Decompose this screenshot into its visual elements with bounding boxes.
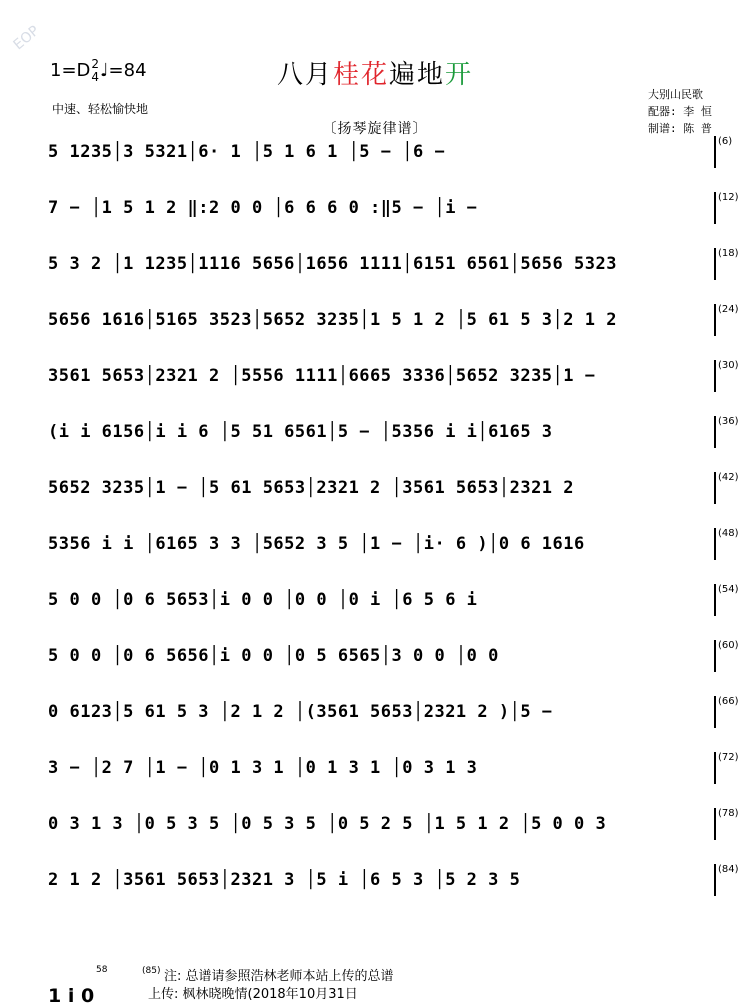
small-marker: 58: [96, 965, 108, 975]
score-line-5: 3561 5653│2321 2 │5556 1111│6665 3336│5652 3235│1 −: [48, 366, 596, 386]
system-end-barline: [714, 864, 716, 896]
footer-note-line2: 上传: 枫林晓晚情(2018年10月31日: [148, 987, 358, 1002]
measure-number: (84): [718, 864, 739, 875]
measure-number: (36): [718, 416, 739, 427]
title-part-1: 八月: [276, 60, 333, 90]
svg-text:EOP: EOP: [10, 22, 43, 54]
system-end-barline: [714, 304, 716, 336]
score-line-12: 3 − │2 7 │1 − │0 1 3 1 │0 1 3 1 │0 3 1 3: [48, 758, 478, 778]
measure-number: (30): [718, 360, 739, 371]
footer-note-line1: 注: 总谱请参照浩林老师本站上传的总谱: [164, 969, 394, 984]
system-end-barline: [714, 584, 716, 616]
footer-note: [148, 968, 394, 1004]
measure-number: (78): [718, 808, 739, 819]
credit-transcriber: 制谱: 陈 普: [648, 122, 712, 135]
time-numerator: 2: [91, 57, 100, 71]
score-line-8: 5356 i i │6165 3 3 │5652 3 5 │1 − │i· 6 )│0 6 1616: [48, 534, 585, 554]
title-part-4: 开: [445, 60, 474, 90]
score-line-2: 7 − │1 5 1 2 ‖:2 0 0 │6 6 6 0 :‖5 − │i −: [48, 198, 478, 218]
time-denominator: 4: [91, 70, 100, 84]
system-end-barline: [714, 416, 716, 448]
measure-number: (12): [718, 192, 739, 203]
title-part-3: 遍地: [389, 60, 446, 90]
score-line-14: 2 1 2 │3561 5653│2321 3 │5 i │6 5 3 │5 2 3 5: [48, 870, 521, 890]
score-line-13: 0 3 1 3 │0 5 3 5 │0 5 3 5 │0 5 2 5 │1 5 1 2 │5 0 0 3: [48, 814, 607, 834]
watermark-logo: [0, 0, 60, 60]
credit-origin: 大别山民歌: [648, 88, 703, 101]
score-line-4: 5656 1616│5165 3523│5652 3235│1 5 1 2 │5 61 5 3│2 1 2: [48, 310, 617, 330]
score-line-9: 5 0 0 │0 6 5653│i 0 0 │0 0 │0 i │6 5 6 i: [48, 590, 478, 610]
page-title: [0, 54, 750, 91]
score-line-6: (i i 6156│i i 6 │5 51 6561│5 − │5356 i i│6165 3: [48, 422, 553, 442]
measure-number: (60): [718, 640, 739, 651]
system-end-barline: [714, 640, 716, 672]
key-label: 1=D: [50, 60, 91, 81]
measure-number: (48): [718, 528, 739, 539]
score-line-10: 5 0 0 │0 6 5656│i 0 0 │0 5 6565│3 0 0 │0 0: [48, 646, 499, 666]
measure-number: (54): [718, 584, 739, 595]
system-end-barline: [714, 472, 716, 504]
system-end-barline: [714, 136, 716, 168]
score-line-7: 5652 3235│1 − │5 61 5653│2321 2 │3561 5653│2321 2: [48, 478, 575, 498]
system-end-barline: [714, 696, 716, 728]
measure-number: (42): [718, 472, 739, 483]
credit-arranger: 配器: 李 恒: [648, 105, 712, 118]
score-line-3: 5 3 2 │1 1235│1116 5656│1656 1111│6151 6561│5656 5323: [48, 254, 617, 274]
score-line-11: 0 6123│5 61 5 3 │2 1 2 │(3561 5653│2321 2 )│5 −: [48, 702, 553, 722]
system-end-barline: [714, 808, 716, 840]
credits-block: [648, 86, 712, 137]
system-end-barline: [714, 192, 716, 224]
score-line-1: 5 1235│3 5321│6· 1 │5 1 6 1 │5 − │6 −: [48, 142, 446, 162]
measure-number: (18): [718, 248, 739, 259]
tempo-mark: ♩=84: [100, 60, 147, 81]
measure-number: (6): [718, 136, 733, 147]
measure-number: (66): [718, 696, 739, 707]
system-end-barline: [714, 528, 716, 560]
measure-number: (24): [718, 304, 739, 315]
system-end-barline: [714, 360, 716, 392]
score-subtitle: 〔扬琴旋律谱〕: [322, 121, 428, 137]
final-notes: 1 i 0: [48, 985, 95, 1007]
title-part-2: 桂花: [332, 60, 389, 90]
system-end-barline: [714, 752, 716, 784]
system-end-barline: [714, 248, 716, 280]
measure-number-85: (85): [142, 966, 161, 976]
measure-number: (72): [718, 752, 739, 763]
tempo-description: 中速、轻松愉快地: [52, 102, 149, 116]
